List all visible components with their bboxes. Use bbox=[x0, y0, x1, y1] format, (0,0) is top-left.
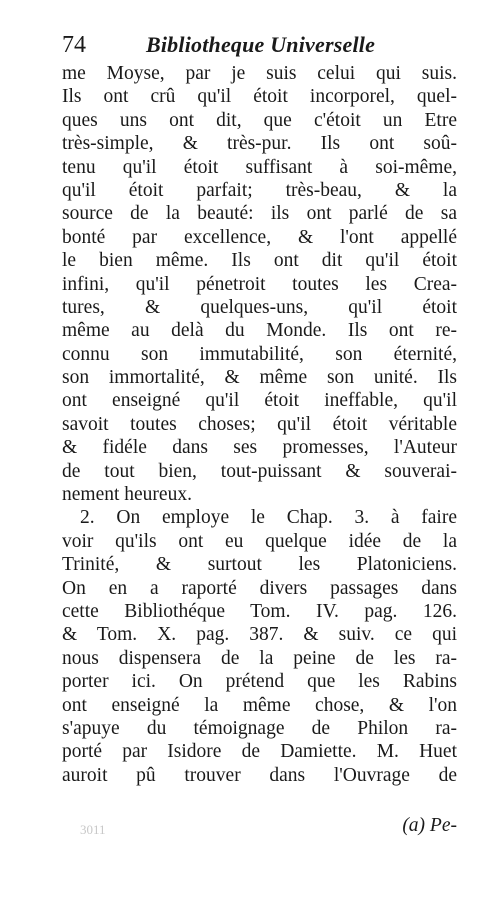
text-line: auroit pû trouver dans l'Ouvrage de bbox=[62, 764, 457, 786]
text-line: son immortalité, & même son unité. Ils bbox=[62, 367, 457, 389]
text-line: & fidéle dans ses promesses, l'Auteur bbox=[62, 437, 457, 459]
text-line: tenu qu'il étoit suffisant à soi-même, bbox=[62, 156, 457, 178]
catchword: (a) Pe- bbox=[402, 815, 457, 836]
text-line: Ils ont crû qu'il étoit incorporel, quel- bbox=[62, 86, 457, 108]
text-line: très-simple, & très-pur. Ils ont soû- bbox=[62, 133, 457, 155]
text-line: cette Bibliothéque Tom. IV. pag. 126. bbox=[62, 600, 457, 622]
text-line: me Moyse, par je suis celui qui suis. bbox=[62, 63, 457, 84]
body-text bbox=[62, 62, 457, 787]
text-line: de tout bien, tout-puissant & souverai- bbox=[62, 460, 457, 482]
paragraph-start-line: 2. On employe le Chap. 3. à faire bbox=[80, 507, 457, 529]
text-line: bonté par excellence, & l'ont appellé bbox=[62, 226, 457, 248]
text-line: nous dispensera de la peine de les ra- bbox=[62, 647, 457, 669]
text-line: nement heureux. bbox=[62, 484, 192, 506]
text-line: voir qu'ils ont eu quelque idée de la bbox=[62, 530, 457, 552]
running-title: Bibliotheque Universelle bbox=[146, 32, 376, 57]
text-line: le bien même. Ils ont dit qu'il étoit bbox=[62, 250, 457, 272]
text-line: s'apuye du témoignage de Philon ra- bbox=[62, 717, 457, 739]
text-line: connu son immutabilité, son éternité, bbox=[62, 343, 457, 365]
text-line: qu'il étoit parfait; très-beau, & la bbox=[62, 179, 457, 201]
text-line: ques uns ont dit, que c'étoit un Etre bbox=[62, 109, 457, 131]
text-line: Trinité, & surtout les Platoniciens. bbox=[62, 554, 457, 576]
page-header bbox=[62, 28, 462, 62]
text-line: infini, qu'il pénetroit toutes les Crea- bbox=[62, 273, 457, 295]
bleed-through-text: 3011 bbox=[80, 822, 106, 837]
page-number: 74 bbox=[62, 32, 86, 58]
text-line: source de la beauté: ils ont parlé de sa bbox=[62, 203, 457, 225]
text-line: ont enseigné la même chose, & l'on bbox=[62, 694, 457, 716]
text-line: même au delà du Monde. Ils ont re- bbox=[62, 320, 457, 342]
text-line: On en a raporté divers passages dans bbox=[62, 577, 457, 599]
text-line: savoit toutes choses; qu'il étoit véritable bbox=[62, 413, 457, 435]
text-line: porter ici. On prétend que les Rabins bbox=[62, 671, 457, 693]
text-line: tures, & quelques-uns, qu'il étoit bbox=[62, 296, 457, 318]
text-line: & Tom. X. pag. 387. & suiv. ce qui bbox=[62, 624, 457, 646]
text-line: ont enseigné qu'il étoit ineffable, qu'il bbox=[62, 390, 457, 412]
text-line: porté par Isidore de Damiette. M. Huet bbox=[62, 741, 457, 763]
